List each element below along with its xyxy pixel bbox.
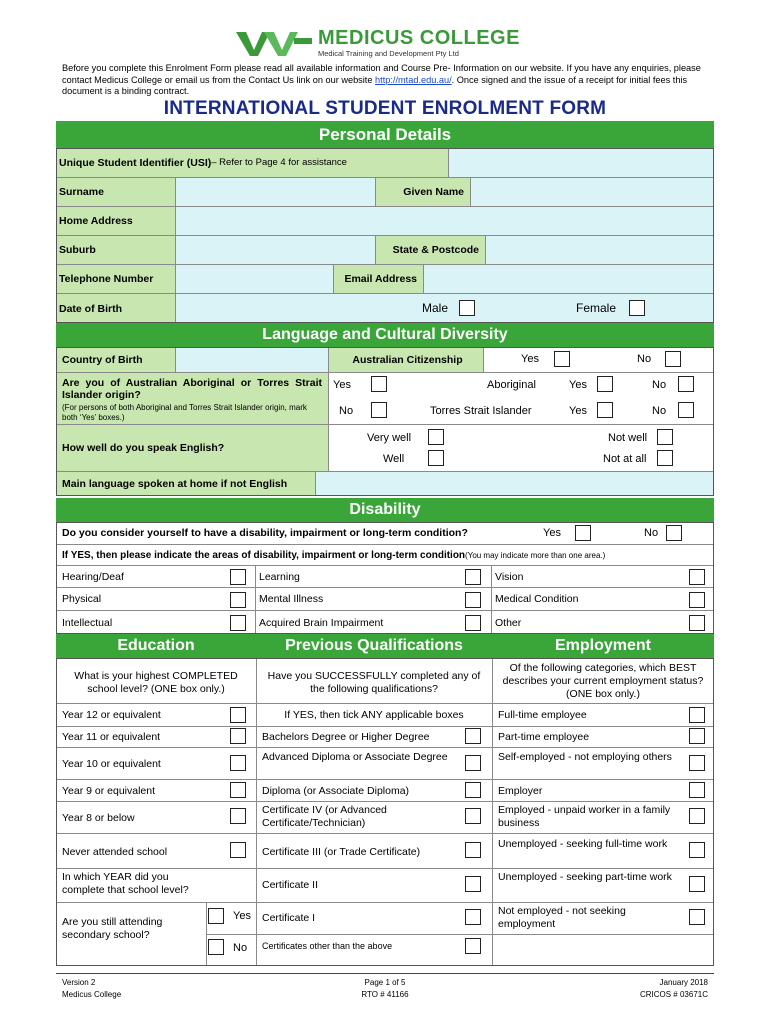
edu-never-checkbox[interactable] (230, 842, 246, 858)
edu-year10-label: Year 10 or equivalent (62, 758, 161, 770)
main-language-label: Main language spoken at home if not English (56, 472, 316, 496)
qual-other-label: Certificates other than the above (262, 941, 393, 951)
qual-cert3-label: Certificate III (or Trade Certificate) (262, 846, 421, 858)
edu-year10-checkbox[interactable] (230, 755, 246, 771)
edu-year9-label: Year 9 or equivalent (62, 785, 156, 797)
qual-bachelors-label: Bachelors Degree or Higher Degree (262, 731, 430, 743)
footer-org: Medicus College (62, 990, 122, 999)
emp-employer-checkbox[interactable] (689, 782, 705, 798)
edu-year11-label: Year 11 or equivalent (62, 731, 161, 743)
well-checkbox[interactable] (428, 450, 444, 466)
suburb-field[interactable] (176, 236, 376, 264)
area-physical: Physical (56, 588, 256, 610)
emp-unpaid-label: Employed - unpaid worker in a family business (498, 804, 671, 829)
atsi-yes-label: Yes (333, 379, 351, 391)
country-of-birth-field[interactable] (176, 347, 329, 372)
edu-year12-label: Year 12 or equivalent (62, 709, 161, 721)
emp-self-checkbox[interactable] (689, 755, 705, 771)
email-field[interactable] (424, 265, 714, 293)
well-label: Well (383, 453, 405, 465)
website-link[interactable]: http://mtad.edu.au/ (375, 74, 452, 85)
aboriginal-yes-label: Yes (569, 379, 587, 391)
emp-unemp-parttime-checkbox[interactable] (689, 876, 705, 892)
home-address-label: Home Address (56, 207, 176, 235)
given-name-field[interactable] (471, 178, 714, 206)
edu-year-field[interactable] (214, 871, 254, 899)
edu-year9-checkbox[interactable] (230, 782, 246, 798)
country-of-birth-label: Country of Birth (56, 347, 176, 372)
college-logo (234, 26, 520, 60)
torres-no-label: No (652, 405, 667, 417)
emp-unemp-fulltime-label: Unemployed - seeking full-time work (498, 838, 668, 850)
qual-cert1-checkbox[interactable] (465, 909, 481, 925)
surname-label: Surname (56, 178, 176, 206)
qual-cert4-label: Certificate IV (or Advanced Certificate/Technician) (262, 804, 387, 829)
physical-checkbox[interactable] (230, 592, 246, 608)
section-employment: Employment (492, 634, 714, 658)
section-qualifications: Previous Qualifications (256, 634, 492, 658)
state-postcode-label: State & Postcode (376, 236, 486, 264)
citizenship-label: Australian Citizenship (329, 347, 484, 372)
aboriginal-label: Aboriginal (487, 379, 536, 391)
footer-version: Version 2 (62, 978, 96, 987)
attending-no-checkbox[interactable] (208, 939, 224, 955)
logo-subtitle: Medical Training and Development Pty Ltd (318, 49, 459, 59)
area-brain-impairment: Acquired Brain Impairment (256, 611, 492, 634)
area-other: Other (492, 611, 714, 634)
surname-field[interactable] (176, 178, 376, 206)
citizenship-no-checkbox[interactable] (665, 351, 681, 367)
footer-center (330, 977, 440, 1001)
language-grid (56, 347, 714, 496)
disability-yes-label: Yes (543, 527, 561, 539)
edu-year8-checkbox[interactable] (230, 808, 246, 824)
not-well-checkbox[interactable] (657, 429, 673, 445)
qual-cert1-label: Certificate I (262, 912, 316, 924)
area-intellectual: Intellectual (56, 611, 256, 634)
telephone-field[interactable] (176, 265, 334, 293)
qualifications-question: Have you SUCCESSFULLY completed any of the following qualifications? (267, 670, 481, 695)
other-checkbox[interactable] (689, 615, 705, 631)
not-at-all-label: Not at all (603, 453, 647, 465)
attending-yes-label: Yes (233, 910, 251, 922)
emp-unemp-parttime-label: Unemployed - seeking part-time work (498, 871, 672, 883)
footer-cricos: CRICOS # 03671C (639, 990, 708, 999)
footer-left (62, 977, 121, 1001)
state-postcode-field[interactable] (486, 236, 714, 264)
footer-divider (56, 973, 714, 974)
male-label: Male (422, 301, 449, 315)
footer-date: January 2018 (659, 978, 708, 987)
mental-illness-checkbox[interactable] (465, 592, 481, 608)
emp-parttime-checkbox[interactable] (689, 728, 705, 744)
citizenship-no-label: No (637, 353, 652, 365)
emp-parttime-label: Part-time employee (498, 731, 590, 743)
not-at-all-checkbox[interactable] (657, 450, 673, 466)
aboriginal-yes-checkbox[interactable] (597, 376, 613, 392)
torres-yes-checkbox[interactable] (597, 402, 613, 418)
qual-adv-diploma-checkbox[interactable] (465, 755, 481, 771)
area-hearing: Hearing/Deaf (56, 566, 256, 587)
qual-cert4-checkbox[interactable] (465, 808, 481, 824)
area-medical-condition: Medical Condition (492, 588, 714, 610)
edu-never-label: Never attended school (62, 846, 168, 858)
emp-fulltime-checkbox[interactable] (689, 707, 705, 723)
form-title: INTERNATIONAL STUDENT ENROLMENT FORM (163, 98, 607, 119)
disability-yes-checkbox[interactable] (575, 525, 591, 541)
emp-not-employed-label: Not employed - not seeking employment (498, 905, 626, 930)
qual-cert2-label: Certificate II (262, 879, 319, 891)
torres-no-checkbox[interactable] (678, 402, 694, 418)
not-well-label: Not well (608, 432, 648, 444)
citizenship-yes-checkbox[interactable] (554, 351, 570, 367)
qual-other-checkbox[interactable] (465, 938, 481, 954)
footer-page: Page 1 of 5 (364, 978, 406, 987)
usi-label: Unique Student Identifier (USI) – Refer to Page 4 for assistance (56, 148, 449, 177)
main-language-field[interactable] (316, 472, 714, 496)
attending-no-label: No (233, 942, 248, 954)
dob-label: Date of Birth (56, 294, 176, 323)
atsi-question: Are you of Australian Aboriginal or Torres Strait Islander origin? (For persons of both Aboriginal and Torres Strait Islander origin, mark both ‘Yes’ boxes.) (56, 373, 329, 424)
emp-fulltime-label: Full-time employee (498, 709, 587, 721)
email-label: Email Address (334, 265, 424, 293)
attending-yes-checkbox[interactable] (208, 908, 224, 924)
disability-no-checkbox[interactable] (666, 525, 682, 541)
female-checkbox[interactable] (629, 300, 645, 316)
qual-diploma-label: Diploma (or Associate Diploma) (262, 785, 410, 797)
very-well-label: Very well (367, 432, 412, 444)
qual-bachelors-checkbox[interactable] (465, 728, 481, 744)
atsi-yes-checkbox[interactable] (371, 376, 387, 392)
emp-self-label: Self-employed - not employing others (498, 751, 672, 763)
intellectual-checkbox[interactable] (230, 615, 246, 631)
learning-checkbox[interactable] (465, 569, 481, 585)
medical-condition-checkbox[interactable] (689, 592, 705, 608)
qual-cert2-checkbox[interactable] (465, 876, 481, 892)
area-vision: Vision (492, 566, 714, 587)
edu-year8-label: Year 8 or below (62, 812, 135, 824)
education-question: What is your highest COMPLETED school level? (ONE box only.) (74, 670, 238, 695)
edu-year11-checkbox[interactable] (230, 728, 246, 744)
emp-not-employed-checkbox[interactable] (689, 909, 705, 925)
aboriginal-no-checkbox[interactable] (678, 376, 694, 392)
edu-attending-question: Are you still attending secondary school? (62, 916, 163, 941)
qual-tick-note: If YES, then tick ANY applicable boxes (284, 709, 464, 721)
hearing-checkbox[interactable] (230, 569, 246, 585)
education-grid (56, 658, 714, 966)
telephone-label: Telephone Number (56, 265, 176, 293)
emp-unpaid-checkbox[interactable] (689, 808, 705, 824)
employment-question: Of the following categories, which BEST describes your current employment status? (ONE box only.) (502, 662, 704, 700)
qual-cert3-checkbox[interactable] (465, 842, 481, 858)
personal-details-grid (56, 148, 714, 323)
edu-year-question: In which YEAR did you complete that school level? (62, 871, 189, 896)
section-language: Language and Cultural Diversity (56, 323, 714, 347)
disability-grid (56, 522, 714, 634)
logo-name: MEDICUS COLLEGE (318, 27, 520, 50)
female-label: Female (576, 301, 617, 315)
home-address-field[interactable] (176, 207, 714, 235)
torres-label: Torres Strait Islander (430, 405, 532, 417)
qual-adv-diploma-label: Advanced Diploma or Associate Degree (262, 751, 448, 763)
aboriginal-no-label: No (652, 379, 667, 391)
footer-rto: RTO # 41166 (361, 990, 409, 999)
english-question: How well do you speak English? (56, 425, 329, 471)
intro-text: Before you complete this Enrolment Form please read all available information and Course Pre- Information on our website. If you have any enquiries, please contact Medicus College or email us from the Contact Us link on our website http://mtad.edu.au/. Once signed and the issue of a receipt for initial fees this document is a binding contract. (62, 63, 701, 96)
area-mental-illness: Mental Illness (256, 588, 492, 610)
atsi-no-checkbox[interactable] (371, 402, 387, 418)
given-name-label: Given Name (376, 178, 471, 206)
very-well-checkbox[interactable] (428, 429, 444, 445)
usi-field[interactable] (449, 148, 714, 177)
torres-yes-label: Yes (569, 405, 587, 417)
disability-areas-instruction: If YES, then please indicate the areas of disability, impairment or long-term condition (You may indicate more than one area.) (56, 545, 714, 565)
area-learning: Learning (256, 566, 492, 587)
footer-right (580, 977, 708, 1001)
section-personal-details: Personal Details (56, 121, 714, 148)
citizenship-yes-label: Yes (521, 353, 539, 365)
vision-checkbox[interactable] (689, 569, 705, 585)
emp-employer-label: Employer (498, 785, 543, 797)
suburb-label: Suburb (56, 236, 176, 264)
qual-diploma-checkbox[interactable] (465, 782, 481, 798)
emp-unemp-fulltime-checkbox[interactable] (689, 842, 705, 858)
section-disability: Disability (56, 498, 714, 522)
disability-question: Do you consider yourself to have a disability, impairment or long-term condition? (56, 522, 714, 544)
logo-mark-icon (234, 28, 314, 58)
disability-no-label: No (644, 527, 659, 539)
edu-year12-checkbox[interactable] (230, 707, 246, 723)
atsi-no-label: No (339, 405, 354, 417)
male-checkbox[interactable] (459, 300, 475, 316)
section-education: Education (56, 634, 256, 658)
brain-impairment-checkbox[interactable] (465, 615, 481, 631)
